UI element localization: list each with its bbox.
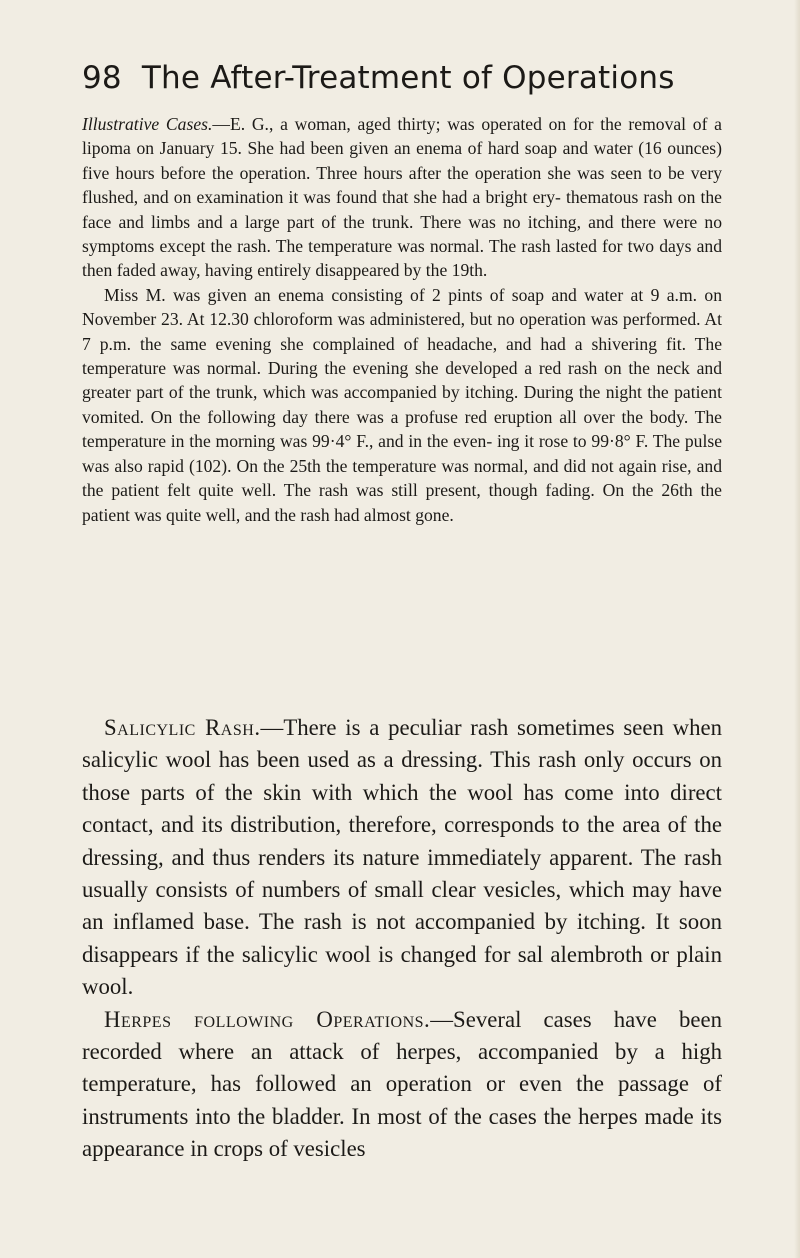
salicylic-rash-text: —There is a peculiar rash sometimes seen when salicylic wool has been used as a dressing. This rash only occurs on those parts of the skin with which the wool has come into direct contact, and its distribution, therefore, corresponds to the area of the dressing, and thus renders its nature immediately apparent. The rash usually consists of numbers of small clear vesicles, which may have an inflamed base. The rash is not accompanied by itching. It soon disappears if the salicylic wool is changed for sal alembroth or plain wool.: [82, 715, 722, 1000]
herpes-paragraph: [82, 1004, 722, 1166]
salicylic-rash-paragraph: [82, 712, 722, 1004]
case-paragraph-1: [82, 112, 722, 283]
running-title: The After-Treatment of Operations: [141, 60, 675, 96]
case-lead: Illustrative Cases.: [82, 114, 213, 134]
illustrative-cases-section: [82, 112, 722, 527]
page-number: 98: [82, 60, 122, 96]
case-paragraph-2: Miss M. was given an enema consisting of 2 pints of soap and water at 9 a.m. on November 23. At 12.30 chloroform was administered, but no operation was performed. At 7 p.m. the same evening she complained of headache, and had a shivering fit. The temperature was normal. During the evening she developed a red rash on the neck and greater part of the trunk, which was accompanied by itching. During the night the patient vomited. On the following day there was a profuse red eruption all over the body. The temperature in the morning was 99·4° F., and in the even- ing it rose to 99·8° F. The pulse was also rapid (102). On the 25th the temperature was normal, and did not again rise, and the patient felt quite well. The rash was still present, though fading. On the 26th the patient was quite well, and the rash had almost gone.: [82, 284, 722, 525]
herpes-heading: Herpes following Operations.: [104, 1006, 431, 1032]
case-1-text: —E. G., a woman, aged thirty; was operated on for the removal of a lipoma on January 15. She had been given an enema of hard soap and water (16 ounces) five hours before the operation. Three hours after the operation she was seen to be very flushed, and on examination it was found that she had a bright ery- thematous rash on the face and limbs and a large part of the trunk. There was no itching, and there were no symptoms except the rash. The temperature was normal. The rash lasted for two days and then faded away, having entirely disappeared by the 19th.: [82, 114, 722, 281]
main-text-section: [82, 712, 722, 1166]
page-edge-shadow: [794, 0, 800, 1258]
herpes-text: —Several cases have been recorded where an attack of herpes, accompanied by a high temperature, has followed an operation or even the passage of instruments into the bladder. In most of the cases the herpes made its appearance in crops of vesicles: [82, 1006, 722, 1162]
page-header: [82, 60, 722, 96]
salicylic-rash-heading: Salicylic Rash.: [104, 715, 261, 740]
